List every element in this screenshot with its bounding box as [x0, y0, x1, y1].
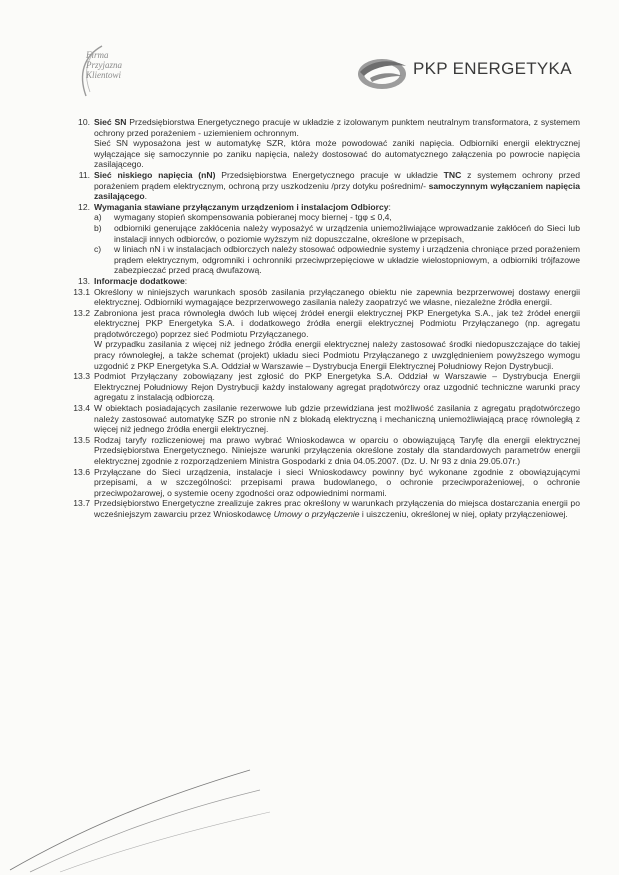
- item-13-4: [60, 403, 580, 435]
- item-13-7: [60, 498, 580, 519]
- item-title: Sieć niskiego napięcia (nN): [94, 169, 216, 180]
- item-12: [60, 202, 580, 276]
- item-13-2: [60, 308, 580, 372]
- sub-item-label: a): [94, 212, 102, 223]
- sub-item-label: b): [94, 222, 102, 233]
- decorative-swoosh-icon: [0, 760, 619, 875]
- item-11: [60, 170, 580, 202]
- item-text: i uiszczeniu, określonej w niej, opłaty przyłączeniowej.: [359, 508, 568, 519]
- sub-item-text: w liniach nN i w instalacjach odbiorczych należy stosować odpowiednie systemy i urządzenia chroniące przed porażeniem prądem elektrycznym, odgromniki i ochronniki przeciwprzepięciowe w układzie wielostopniowym, a odbiorniki trójfazowe zabezpieczać przed pracą dwufazową.: [114, 244, 580, 276]
- item-number: 11.: [78, 169, 90, 180]
- item-title: Informacje dodatkowe: [94, 275, 185, 286]
- item-number: 13.5: [73, 434, 90, 445]
- item-13-1: [60, 287, 580, 308]
- sub-item-text: wymagany stopień skompensowania pobieranej mocy biernej - tgφ ≤ 0,4,: [114, 212, 392, 223]
- item-10: [60, 117, 580, 170]
- sub-item-label: c): [94, 244, 102, 255]
- item-text: Rodzaj taryfy rozliczeniowej ma prawo wybrać Wnioskodawca w oparciu o obowiązującą Taryfę dla energii elektrycznej Przedsiębiorstwa Energetycznego. Niniejsze warunki przyłączenia określone zostały dla standardowych parametrów energii elektrycznej zgodnie z rozporządzeniem Ministra Gospodarki z dnia 04.05.2007. (Dz. U. Nr 93 z dnia 29.05.07r.): [94, 434, 580, 466]
- item-text: W przypadku zasilania z więcej niż jednego źródła energii elektrycznej należy zastosować środki niedopuszczające do takiej pracy równoległej, a także schemat (projekt) układu sieci Podmiotu Przyłączanego z uwzględnieniem powyższego wymogu uzgodnić z PKP Energetyka S.A. Oddział w Warszawie – Dystrybucja Energii Elektrycznej Południowy Rejon Dystrybucji.: [94, 339, 580, 371]
- sub-item-text: odbiorniki generujące zakłócenia należy wyposażyć w urządzenia uniemożliwiające wprowadzanie zakłóceń do Sieci lub instalacji innych odbiorców, o poziomie wyższym niż dopuszczalne, określone w przepisach,: [114, 222, 580, 244]
- item-text: Przedsiębiorstwo Energetyczne zrealizuje zakres prac określony w warunkach przyłączenia do miejsca dostarczania energii po wcześniejszym zawarciu przez Wnioskodawcę: [94, 498, 580, 519]
- company-name: PKP ENERGETYKA: [413, 59, 572, 78]
- item-number: 13.6: [73, 466, 90, 477]
- item-number: 10.: [78, 117, 90, 127]
- item-text: Sieć SN wyposażona jest w automatykę SZR, która może powodować zaniki napięcia. Odbiorniki energii elektrycznej wyłączające się samoczynnie po zaniku napięcia, należy dostosować do automatycznego załączenia po powrocie napięcia zasilającego.: [94, 138, 580, 170]
- item-number: 13.4: [73, 403, 90, 414]
- badge-line-1: Firma: [86, 50, 109, 60]
- letterhead: [0, 0, 619, 110]
- item-text: Zabroniona jest praca równoległa dwóch lub więcej źródeł energii elektrycznej PKP Energetyka S.A., jak też źródeł energii elektrycznej PKP Energetyka S.A. i dodatkowego źródła energii elektrycznej Podmiotu Przyłączanego (np. agregatu prądotwórczego) poprzez sieć Podmiotu Przyłączanego.: [94, 307, 580, 339]
- item-text: Określony w niniejszych warunkach sposób zasilania przyłączanego obiektu nie zapewnia bezprzerwowej dostawy energii elektrycznej. Odbiorniki wymagające bezprzerwowego zasilania należy zaopatrzyć we własne, niezależne źródła energii.: [94, 286, 580, 308]
- item-number: 12.: [78, 201, 90, 212]
- item-number: 13.1: [73, 286, 90, 297]
- item-13-6: [60, 467, 580, 499]
- pkp-energetyka-logo-icon: [352, 52, 408, 92]
- item-number: 13.: [78, 275, 90, 286]
- item-title: Sieć SN: [94, 117, 127, 127]
- item-text: z systemem ochrony przed porażeniem prądem elektrycznym, ochroną przy uszkodzeniu /przy dotyku pośrednim/-: [94, 169, 580, 191]
- item-text: Przyłączane do Sieci urządzenia, instalacje i sieci Wnioskodawcy powinny być wykonane zgodnie z obowiązującymi przepisami, a w szczególności: przepisami prawa budowlanego, o ochronie przeciwporażeniowej, o ochronie przeciwpożarowej, o systemie oceny zgodności oraz odpowiednimi normami.: [94, 466, 580, 498]
- item-text: W obiektach posiadających zasilanie rezerwowe lub gdzie przewidziana jest możliwość zasilania z agregatu prądotwórczego należy zastosować automatykę SZR po stronie nN z blokadą elektryczną i mechaniczną uniemożliwiającą pracę równoległą z więcej niż jednego źródła energii elektrycznej.: [94, 403, 580, 435]
- badge-line-2: Przyjazna: [86, 60, 122, 70]
- item-bold-text: samoczynnym wyłączaniem napięcia zasilającego: [94, 180, 581, 202]
- item-text: :: [184, 275, 188, 286]
- friendly-company-badge-text: [86, 50, 122, 80]
- item-text: Przedsiębiorstwa Energetycznego pracuje w układzie z izolowanym punktem neutralnym transformatora, z systemem ochrony przed porażeniem - uziemieniem ochronnym.: [94, 117, 580, 138]
- item-13-3: [60, 371, 580, 403]
- item-text: .: [144, 191, 148, 202]
- item-text: Przedsiębiorstwa Energetycznego pracuje w układzie: [215, 169, 444, 180]
- sub-item-b: [94, 223, 580, 244]
- sub-item-a: [94, 212, 580, 223]
- item-italic-text: Umowy o przyłączenie: [273, 508, 360, 519]
- item-title: Wymagania stawiane przyłączanym urządzeniom i instalacjom Odbiorcy: [94, 201, 389, 212]
- badge-line-3: Klientowi: [86, 70, 122, 80]
- conditions-body: [60, 117, 580, 520]
- item-bold-text: TNC: [443, 169, 462, 180]
- item-text: Podmiot Przyłączany zobowiązany jest zgłosić do PKP Energetyka S.A. Oddział w Warszawie – Dystrybucja Energii Elektrycznej Południowy Rejon Dystrybucji każdy instalowany agregat prądotwórczy oraz uzgodnić techniczne warunki pracy agregatu z instalacją odbiorczą.: [94, 371, 580, 403]
- item-13: [60, 276, 580, 287]
- item-13-5: [60, 435, 580, 467]
- item-number: 13.3: [73, 371, 90, 382]
- sub-item-c: [94, 244, 580, 276]
- item-text: :: [388, 201, 391, 212]
- item-number: 13.7: [73, 498, 90, 509]
- item-number: 13.2: [73, 307, 90, 318]
